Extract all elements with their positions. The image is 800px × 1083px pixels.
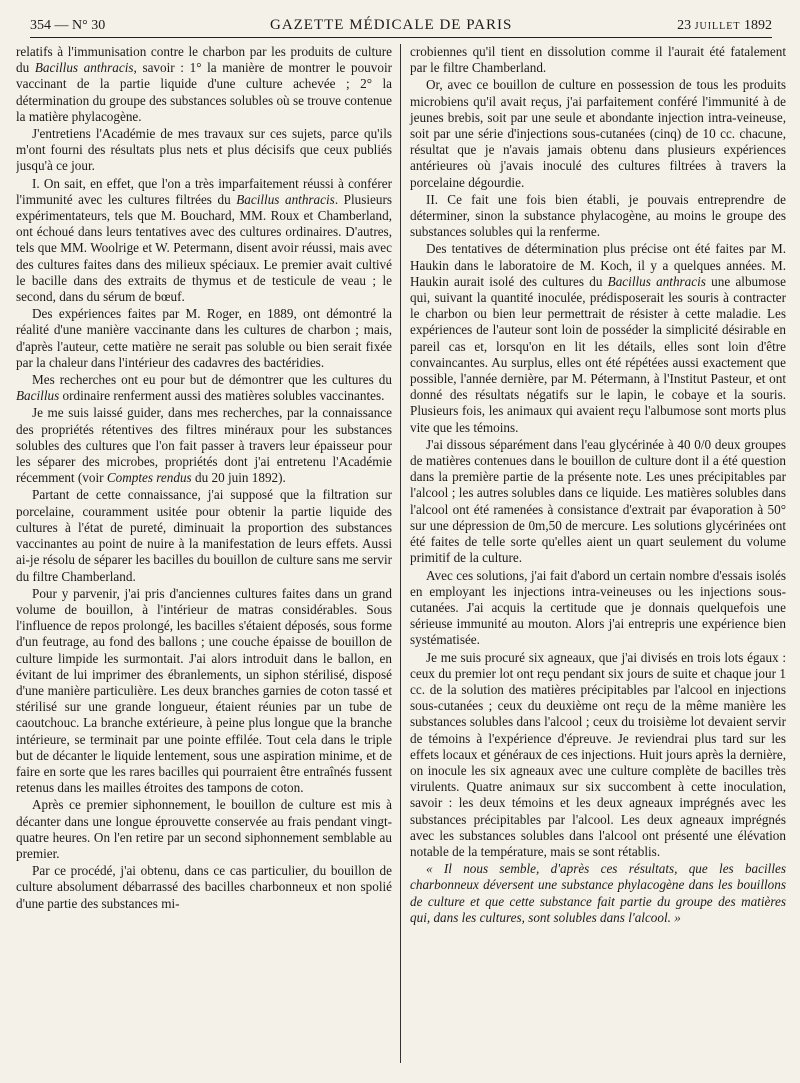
page-header: [30, 14, 772, 38]
right-column: [400, 44, 786, 1063]
paragraph: Des expériences faites par M. Roger, en 1889, ont démontré la réalité d'une manière vaccinante dans les cultures de charbon ; mais, d'après l'auteur, cette matière ne serait pas soluble ou bien serait fixée par la chaleur dans l'intérieur des cadavres des bactéridies.: [16, 306, 392, 370]
journal-title: GAZETTE MÉDICALE DE PARIS: [269, 17, 513, 33]
paragraph: relatifs à l'immunisation contre le charbon par les produits de culture du Bacillus anthracis, savoir : 1° la manière de montrer le pouvoir vaccinant de la partie liquide d'une culture achevée ; 2° la détermination du groupe des substances solubles où se trouve contenue la matière phylacogène.: [16, 44, 393, 124]
paragraph: Après ce premier siphonnement, le bouillon de culture est mis à décanter dans une longue éprouvette conservée au frais pendant vingt-quatre heures. On l'en retire par un second siphonnement semblable au premier.: [16, 797, 392, 861]
left-column: [16, 44, 400, 1063]
issue-date: [677, 18, 772, 34]
paragraph: Partant de cette connaissance, j'ai supposé que la filtration sur porcelaine, couramment usitée pour obtenir la partie liquide des cultures à l'état de pureté, diminuait la proportion des substances vaccinantes au point de nuire à la manifestation de leurs effets. Aussi ai-je résolu de séparer les bacilles du bouillon de culture sans me servir du filtre Chamberland.: [16, 487, 392, 584]
paragraph: J'ai dissous séparément dans l'eau glycérinée à 40 0/0 deux groupes de matières contenues dans le bouillon de culture dont il a été question dans la première partie de la présente note. Les unes précipitables par l'alcool ; les autres solubles dans ce liquide. Les matières solubles dans l'alcool ont été ramenées à consistance d'extrait par évaporation à 50° sur une dépression de 0m,50 de mercure. Les solutions glycérinées ont été faites de telle sorte qu'elles aient un quart seulement du volume primitif de la culture.: [410, 436, 786, 566]
paragraph: Mes recherches ont eu pour but de démontrer que les cultures du Bacillus ordinaire renferment aussi des matières solubles vaccinantes.: [16, 372, 392, 404]
paragraph: I. On sait, en effet, que l'on a très imparfaitement réussi à conférer l'immunité avec les cultures filtrées du Bacillus anthracis. Plusieurs expérimentateurs, tels que M. Bouchard, MM. Roux et Chamberland, ont échoué dans leurs tentatives avec des cultures ordinaires. D'autres, tels que MM. Woolrige et W. Petermann, disent avoir réussi, mais avec des cultures faites dans des milieux spéciaux. Le premier avait cultivé le bacille dans des extraits de thymus et de testicule de veau ; le second, dans du sérum de bœuf.: [16, 175, 393, 305]
paragraph: crobiennes qu'il tient en dissolution comme il l'aurait été fatalement par le filtre Chamberland.: [410, 44, 786, 76]
paragraph: Des tentatives de détermination plus précise ont été faites par M. Haukin dans le laboratoire de M. Koch, il y a quelques années. M. Haukin aurait isolé des cultures du Bacillus anthracis une albumose qui, suivant la quantité inoculée, prédisposerait les souris à contracter le charbon ou bien leur permettrait de résister à cette maladie. Les expériences de l'auteur sont loin de posséder la simplicité désirable en pareil cas et, lorsqu'on en lit les détails, elles sont loin d'être convaincantes. Au surplus, elles ont été répétées aussi exactement que possible, l'année dernière, par M. Pétermann, à l'Institut Pasteur, et ont donné des résultats négatifs sur le lapin, le cobaye et la souris. Plusieurs fois, les animaux qui avaient reçu l'albumose sont morts plus vite que les témoins.: [410, 241, 786, 435]
paragraph: J'entretiens l'Académie de mes travaux sur ces sujets, parce qu'ils m'ont fourni des résultats plus nets et plus décisifs que ceux publiés jusqu'à ce jour.: [16, 126, 392, 174]
date-month: JUILLET: [694, 21, 741, 32]
date-year: 1892: [744, 18, 772, 33]
page-number: 354 — N° 30: [30, 18, 106, 33]
paragraph: Or, avec ce bouillon de culture en possession de tous les produits microbiens qu'il avait reçus, j'ai parfaitement conféré l'immunité à de jeunes brebis, soit par une seule et abondante injection intra-veineuse, soit par une série d'injections sous-cutanées (cinq) de 10 cc. chacune, résultat que je n'avais jamais obtenu dans plusieurs expériences antérieures où j'avais inoculé des cultures filtrées à travers la porcelaine dégourdie.: [410, 77, 786, 190]
paragraph: Pour y parvenir, j'ai pris d'anciennes cultures faites dans un grand volume de bouillon, à l'intérieur de matras considérables. Sous l'influence de repos prolongé, les bacilles s'étaient déposés, sous forme d'un feutrage, au fond des ballons ; une couche épaisse de bouillon de culture limpide les surmontait. J'ai alors introduit dans le ballon, en évitant de lui imprimer des ébranlements, un siphon stérilisé, disposé d'une manière particulière. Les deux branches garnies de coton tassé et stérilisé sur une grande longueur, étaient réunies par un tube de caoutchouc. La branche extérieure, à peine plus longue que la branche intérieure, se terminait par une pointe effilée. Tout cela dans le triple but de décanter le liquide lentement, sous une aspiration minime, et de faire en sorte que les rares bacilles qui pourraient être entraînés fussent retenus dans les mailles étroites des tampons de coton.: [16, 585, 392, 796]
date-day: 23: [677, 18, 692, 33]
paragraph: Je me suis procuré six agneaux, que j'ai divisés en trois lots égaux : ceux du premier lot ont reçu pendant six jours de suite et chaque jour 1 cc. de la solution des matières précipitables par l'alcool en injections sous-cutanées ; ceux du deuxième ont reçu de la même manière les substances solubles dans l'alcool ; ceux du troisième lot devaient servir de témoins à l'expérience d'épreuve. Je reviendrai plus tard sur les effets locaux et généraux de ces injections. Huit jours après la dernière, on inocule les six agneaux avec une culture complète de bacilles très virulents. Quatre animaux sur six succombent à cette inoculation, savoir : les deux témoins et les deux agneaux imprégnés avec les substances précipitables par l'alcool. Les deux agneaux imprégnés avec les substances solubles dans l'alcool ont présenté une élévation notable de la température, mais se sont rétablis.: [410, 649, 786, 859]
paragraph: Je me suis laissé guider, dans mes recherches, par la connaissance des propriétés rétentives des filtres minéraux pour les substances solubles des cultures que l'on fait passer à travers leur épaisseur pour les séparer des microbes, propriétés dont j'ai entretenu l'Académie récemment (voir Comptes rendus du 20 juin 1892).: [16, 405, 392, 486]
conclusion-quote: « Il nous semble, d'après ces résultats, que les bacilles charbonneux déversent une substance phylacogène dans les bouillons de culture et que cette substance fait partie du groupe des matières qui, dans les cultures, sont solubles dans l'alcool. »: [410, 861, 786, 925]
paragraph: Par ce procédé, j'ai obtenu, dans ce cas particulier, du bouillon de culture absolument débarrassé des bacilles charbonneux et non spolié d'une partie des substances mi-: [16, 863, 392, 911]
paragraph: II. Ce fait une fois bien établi, je pouvais entreprendre de déterminer, sinon la substance phylacogène, au moins le groupe des substances solubles qui la renferme.: [410, 191, 786, 240]
paragraph: Avec ces solutions, j'ai fait d'abord un certain nombre d'essais isolés en employant les injections intra-veineuses ou les injections sous-cutanées. J'ai acquis la certitude que je donnais quelquefois une sérieuse immunité au mouton. Alors j'ai entrepris une expérience bien systématisée.: [410, 567, 786, 648]
text-columns: [16, 44, 786, 1063]
